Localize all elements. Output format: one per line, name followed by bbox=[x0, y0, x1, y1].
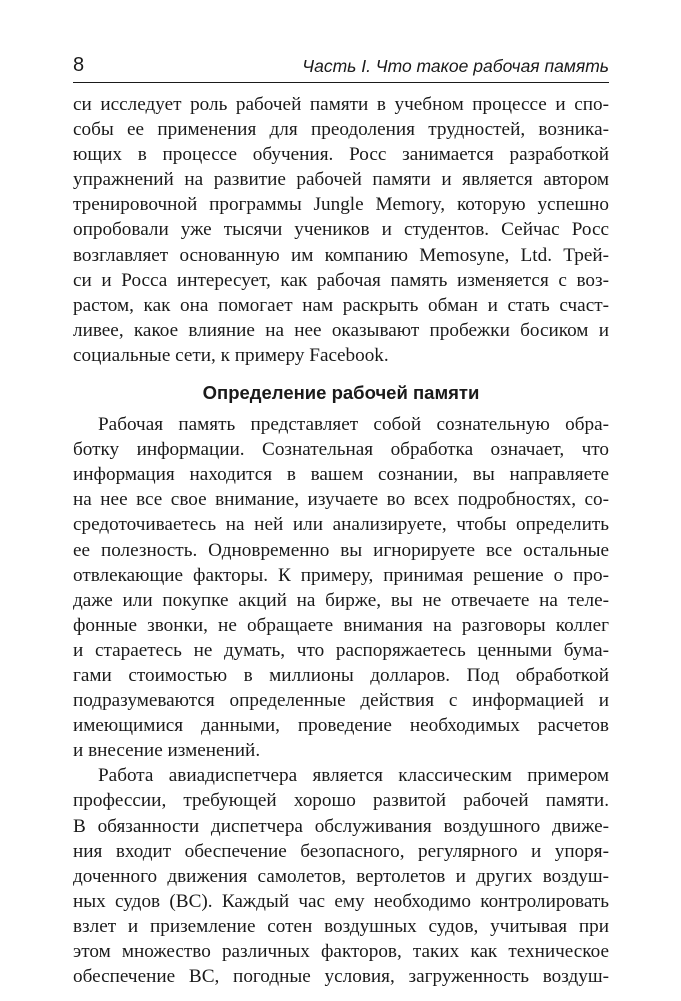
text-line: доченного движения самолетов, вертолетов и других воздуш- bbox=[73, 865, 609, 887]
paragraph-3 bbox=[73, 763, 609, 989]
text-line: социальные сети, к примеру Facebook. bbox=[73, 344, 389, 366]
text-line: средоточиваетесь на ней или анализируете, чтобы определить bbox=[73, 514, 609, 536]
text-line: даже или покупке акций на бирже, вы не отвечаете на теле- bbox=[73, 589, 609, 611]
part-title: Часть I. Что такое рабочая память bbox=[302, 56, 609, 76]
text-line: ния входит обеспечение безопасного, регулярного и упоря- bbox=[73, 840, 609, 862]
running-head bbox=[73, 52, 609, 83]
text-line: возглавляет основанную им компанию Memosyne, Ltd. Трей- bbox=[73, 244, 609, 266]
paragraph-1 bbox=[73, 92, 609, 368]
text-line: растом, как она помогает нам раскрыть обман и стать счаст- bbox=[73, 294, 609, 316]
text-line: ее полезность. Одновременно вы игнорируете все остальные bbox=[73, 539, 609, 561]
text-line: опробовали уже тысячи учеников и студентов. Сейчас Росс bbox=[73, 219, 609, 241]
text-line: на нее все свое внимание, изучаете во всех подробностях, со- bbox=[73, 489, 609, 511]
text-line: обеспечение ВС, погодные условия, загруженность воздуш- bbox=[73, 966, 609, 988]
text-line: и внесение изменений. bbox=[73, 740, 261, 762]
text-line: имеющимися данными, проведение необходимых расчетов bbox=[73, 715, 609, 737]
body-text bbox=[73, 92, 609, 989]
text-line: профессии, требующей хорошо развитой рабочей памяти. bbox=[73, 790, 609, 812]
text-line: ливее, какое влияние на нее оказывают пробежки босиком и bbox=[73, 319, 609, 341]
text-line: фонные звонки, не обращаете внимания на разговоры коллег bbox=[73, 614, 609, 636]
text-line: взлет и приземление сотен воздушных судов, учитывая при bbox=[73, 915, 609, 937]
section-heading: Определение рабочей памяти bbox=[202, 382, 480, 404]
text-line: В обязанности диспетчера обслуживания воздушного движе- bbox=[73, 815, 609, 837]
paragraph-2 bbox=[73, 412, 609, 763]
text-line: ных судов (ВС). Каждый час ему необходимо контролировать bbox=[73, 890, 609, 912]
text-line: Рабочая память представляет собой сознательную обра- bbox=[98, 414, 609, 436]
page-number: 8 bbox=[73, 54, 85, 76]
text-line: си исследует роль рабочей памяти в учебном процессе и спо- bbox=[73, 94, 609, 115]
text-line: этом множество различных факторов, таких как техническое bbox=[73, 941, 609, 962]
text-line: отвлекающие факторы. К примеру, принимая решение о про- bbox=[73, 564, 609, 586]
text-line: и стараетесь не думать, что распоряжаетесь ценными бума- bbox=[73, 639, 609, 661]
text-line: упражнений на развитие рабочей памяти и является автором bbox=[73, 169, 609, 191]
text-line: Работа авиадиспетчера является классическим примером bbox=[98, 765, 609, 787]
text-line: подразумеваются определенные действия с информацией и bbox=[73, 690, 609, 712]
text-line: собы ее применения для преодоления трудностей, возника- bbox=[73, 119, 609, 141]
text-line: информация находится в вашем сознании, вы направляете bbox=[73, 464, 609, 486]
text-line: тренировочной программы Jungle Memory, которую успешно bbox=[73, 194, 609, 216]
text-line: си и Росса интересует, как рабочая память изменяется с воз- bbox=[73, 269, 609, 291]
text-line: ботку информации. Сознательная обработка означает, что bbox=[73, 439, 609, 461]
text-line: ющих в процессе обучения. Росс занимается разработкой bbox=[73, 144, 609, 166]
text-line: гами стоимостью в миллионы долларов. Под обработкой bbox=[73, 664, 609, 686]
